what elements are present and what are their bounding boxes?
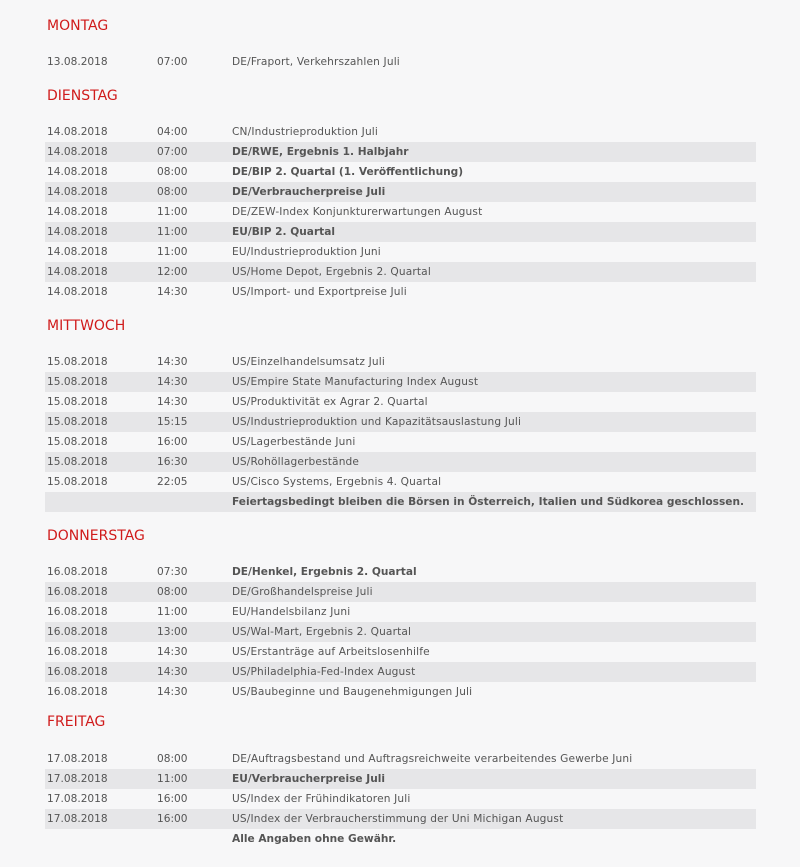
entry-time: 22:05 bbox=[157, 476, 188, 488]
calendar-row bbox=[45, 52, 756, 72]
calendar-row bbox=[45, 432, 756, 452]
calendar-row bbox=[45, 562, 756, 582]
calendar-row bbox=[45, 122, 756, 142]
entry-date: 14.08.2018 bbox=[47, 126, 108, 138]
entry-event: DE/ZEW-Index Konjunkturerwartungen August bbox=[232, 206, 483, 218]
entry-date: 14.08.2018 bbox=[47, 266, 108, 278]
calendar-row bbox=[45, 372, 756, 392]
entry-date: 15.08.2018 bbox=[47, 436, 108, 448]
entry-time: 14:30 bbox=[157, 686, 188, 698]
calendar-row bbox=[45, 222, 756, 242]
entry-event: US/Index der Frühindikatoren Juli bbox=[232, 793, 411, 805]
calendar-row bbox=[45, 789, 756, 809]
calendar-row bbox=[45, 682, 756, 702]
entry-event: US/Index der Verbraucherstimmung der Uni Michigan August bbox=[232, 813, 564, 825]
entry-time: 08:00 bbox=[157, 753, 188, 765]
day-heading-donnerstag: DONNERSTAG bbox=[47, 528, 145, 544]
entry-time: 16:00 bbox=[157, 436, 188, 448]
entry-date: 16.08.2018 bbox=[47, 666, 108, 678]
entry-time: 14:30 bbox=[157, 286, 188, 298]
entry-event: DE/Verbraucherpreise Juli bbox=[232, 186, 386, 198]
entry-time: 14:30 bbox=[157, 666, 188, 678]
entry-date: 15.08.2018 bbox=[47, 396, 108, 408]
entry-event: DE/Henkel, Ergebnis 2. Quartal bbox=[232, 566, 417, 578]
entry-date: 17.08.2018 bbox=[47, 773, 108, 785]
entry-event: US/Wal-Mart, Ergebnis 2. Quartal bbox=[232, 626, 412, 638]
entry-date: 17.08.2018 bbox=[47, 753, 108, 765]
entry-time: 11:00 bbox=[157, 226, 188, 238]
calendar-row bbox=[45, 352, 756, 372]
day-heading-mittwoch: MITTWOCH bbox=[47, 318, 126, 334]
calendar-row bbox=[45, 202, 756, 222]
calendar-row bbox=[45, 182, 756, 202]
entry-date: 16.08.2018 bbox=[47, 686, 108, 698]
entry-event: EU/BIP 2. Quartal bbox=[232, 226, 336, 238]
entry-event: US/Lagerbestände Juni bbox=[232, 436, 356, 448]
entry-time: 07:00 bbox=[157, 56, 188, 68]
calendar-row bbox=[45, 472, 756, 492]
entry-date: 15.08.2018 bbox=[47, 416, 108, 428]
calendar-row bbox=[45, 622, 756, 642]
entry-event: US/Empire State Manufacturing Index August bbox=[232, 376, 479, 388]
entry-date: 14.08.2018 bbox=[47, 246, 108, 258]
entry-time: 11:00 bbox=[157, 246, 188, 258]
entry-event: DE/Großhandelspreise Juli bbox=[232, 586, 373, 598]
day-heading-dienstag: DIENSTAG bbox=[47, 88, 118, 104]
entry-time: 08:00 bbox=[157, 586, 188, 598]
entry-event: US/Rohöllagerbestände bbox=[232, 456, 360, 468]
calendar-row bbox=[45, 582, 756, 602]
entry-time: 14:30 bbox=[157, 396, 188, 408]
entry-date: 14.08.2018 bbox=[47, 226, 108, 238]
entry-date: 14.08.2018 bbox=[47, 166, 108, 178]
entry-event: US/Produktivität ex Agrar 2. Quartal bbox=[232, 396, 428, 408]
entry-date: 16.08.2018 bbox=[47, 586, 108, 598]
entry-date: 15.08.2018 bbox=[47, 476, 108, 488]
entry-event: US/Erstanträge auf Arbeitslosenhilfe bbox=[232, 646, 430, 658]
entry-time: 07:30 bbox=[157, 566, 188, 578]
entry-date: 16.08.2018 bbox=[47, 566, 108, 578]
entry-date: 15.08.2018 bbox=[47, 376, 108, 388]
entry-date: 14.08.2018 bbox=[47, 186, 108, 198]
entry-event: Alle Angaben ohne Gewähr. bbox=[232, 833, 397, 845]
entry-date: 16.08.2018 bbox=[47, 606, 108, 618]
day-heading-freitag: FREITAG bbox=[47, 714, 106, 730]
entry-time: 11:00 bbox=[157, 606, 188, 618]
entry-time: 07:00 bbox=[157, 146, 188, 158]
entry-date: 15.08.2018 bbox=[47, 356, 108, 368]
entry-date: 16.08.2018 bbox=[47, 646, 108, 658]
entry-date: 14.08.2018 bbox=[47, 286, 108, 298]
calendar-row bbox=[45, 392, 756, 412]
calendar-row bbox=[45, 749, 756, 769]
entry-time: 14:30 bbox=[157, 356, 188, 368]
calendar-row bbox=[45, 412, 756, 432]
entry-date: 13.08.2018 bbox=[47, 56, 108, 68]
entry-date: 16.08.2018 bbox=[47, 626, 108, 638]
day-heading-montag: MONTAG bbox=[47, 18, 109, 34]
calendar-row bbox=[45, 242, 756, 262]
calendar-row bbox=[45, 142, 756, 162]
entry-time: 16:00 bbox=[157, 793, 188, 805]
entry-event: US/Import- und Exportpreise Juli bbox=[232, 286, 407, 298]
entry-time: 16:00 bbox=[157, 813, 188, 825]
entry-date: 17.08.2018 bbox=[47, 793, 108, 805]
calendar-row bbox=[45, 452, 756, 472]
entry-date: 17.08.2018 bbox=[47, 813, 108, 825]
entry-event: US/Home Depot, Ergebnis 2. Quartal bbox=[232, 266, 431, 278]
entry-event: US/Cisco Systems, Ergebnis 4. Quartal bbox=[232, 476, 442, 488]
calendar-row bbox=[45, 492, 756, 512]
entry-time: 14:30 bbox=[157, 376, 188, 388]
calendar-row bbox=[45, 662, 756, 682]
entry-event: Feiertagsbedingt bleiben die Börsen in Österreich, Italien und Südkorea geschlossen. bbox=[232, 496, 745, 508]
calendar-row bbox=[45, 602, 756, 622]
entry-time: 08:00 bbox=[157, 186, 188, 198]
entry-event: EU/Verbraucherpreise Juli bbox=[232, 773, 386, 785]
entry-time: 15:15 bbox=[157, 416, 188, 428]
entry-event: DE/BIP 2. Quartal (1. Veröffentlichung) bbox=[232, 166, 464, 178]
calendar-row bbox=[45, 769, 756, 789]
entry-event: US/Industrieproduktion und Kapazitätsauslastung Juli bbox=[232, 416, 522, 428]
entry-date: 14.08.2018 bbox=[47, 206, 108, 218]
calendar-row bbox=[45, 829, 756, 849]
entry-time: 04:00 bbox=[157, 126, 188, 138]
entry-date: 14.08.2018 bbox=[47, 146, 108, 158]
entry-event: EU/Handelsbilanz Juni bbox=[232, 606, 351, 618]
entry-event: EU/Industrieproduktion Juni bbox=[232, 246, 381, 258]
entry-time: 11:00 bbox=[157, 773, 188, 785]
calendar-row bbox=[45, 282, 756, 302]
entry-time: 08:00 bbox=[157, 166, 188, 178]
entry-time: 16:30 bbox=[157, 456, 188, 468]
calendar-row bbox=[45, 162, 756, 182]
entry-date: 15.08.2018 bbox=[47, 456, 108, 468]
calendar-row bbox=[45, 809, 756, 829]
entry-time: 14:30 bbox=[157, 646, 188, 658]
entry-event: DE/RWE, Ergebnis 1. Halbjahr bbox=[232, 146, 409, 158]
entry-event: US/Einzelhandelsumsatz Juli bbox=[232, 356, 385, 368]
entry-time: 13:00 bbox=[157, 626, 188, 638]
entry-event: US/Baubeginne und Baugenehmigungen Juli bbox=[232, 686, 473, 698]
entry-event: DE/Auftragsbestand und Auftragsreichweite verarbeitendes Gewerbe Juni bbox=[232, 753, 633, 765]
calendar-row bbox=[45, 642, 756, 662]
calendar-row bbox=[45, 262, 756, 282]
entry-time: 11:00 bbox=[157, 206, 188, 218]
entry-event: US/Philadelphia-Fed-Index August bbox=[232, 666, 416, 678]
entry-event: DE/Fraport, Verkehrszahlen Juli bbox=[232, 56, 400, 68]
entry-time: 12:00 bbox=[157, 266, 188, 278]
entry-event: CN/Industrieproduktion Juli bbox=[232, 126, 378, 138]
